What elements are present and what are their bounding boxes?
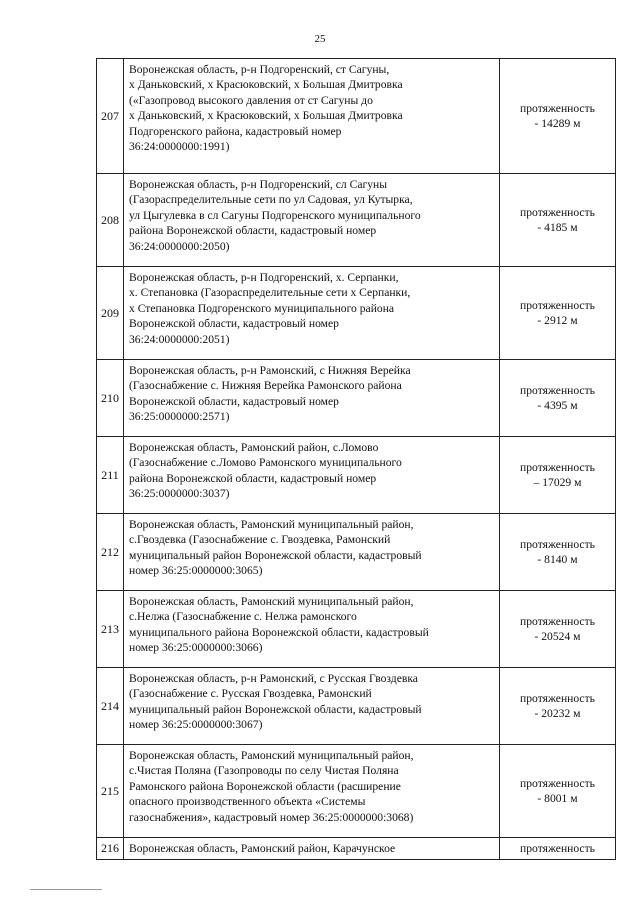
description-line: муниципальный район Воронежской области, кадастровый bbox=[129, 548, 422, 562]
object-description bbox=[124, 745, 500, 838]
description-line: номер 36:25:0000000:3067) bbox=[129, 718, 263, 732]
length-label: протяженность bbox=[520, 101, 595, 115]
object-length bbox=[500, 174, 616, 267]
object-length bbox=[500, 838, 616, 860]
row-number: 209 bbox=[97, 267, 124, 360]
description-line: ул Цыгулевка в сл Сагуны Подгоренского муниципального bbox=[129, 208, 421, 222]
length-value: - 20232 м bbox=[534, 707, 581, 720]
description-line: (Газоснабжение с. Русская Гвоздевка, Рамонский bbox=[129, 687, 372, 701]
description-line: Воронежская область, р-н Рамонский, с Русская Гвоздевка bbox=[129, 672, 418, 685]
description-line: х Даньковский, х Красюковский, х Большая Дмитровка bbox=[129, 109, 403, 123]
description-line: Рамонского района Воронежской области (расширение bbox=[129, 779, 401, 793]
description-line: 36:24:0000000:1991) bbox=[129, 140, 230, 154]
row-number: 212 bbox=[97, 514, 124, 591]
row-number: 208 bbox=[97, 174, 124, 267]
table-row bbox=[97, 437, 616, 514]
table-row bbox=[97, 59, 616, 174]
object-length bbox=[500, 668, 616, 745]
row-number: 207 bbox=[97, 59, 124, 174]
description-line: Воронежской области, кадастровый номер bbox=[129, 394, 339, 408]
length-value: - 14289 м bbox=[534, 117, 581, 130]
registry-body bbox=[97, 59, 616, 860]
description-line: Воронежская область, р-н Подгоренский, сл Сагуны bbox=[129, 178, 388, 191]
object-length bbox=[500, 360, 616, 437]
object-length bbox=[500, 591, 616, 668]
description-line: 36:25:0000000:3037) bbox=[129, 487, 230, 501]
object-description bbox=[124, 360, 500, 437]
description-line: Воронежская область, Рамонский муниципальный район, bbox=[129, 595, 414, 608]
description-line: Воронежская область, р-н Подгоренский, ст Сагуны, bbox=[129, 63, 390, 76]
length-label: протяженность bbox=[520, 842, 595, 855]
description-line: х. Степановка (Газораспределительные сети х Серпанки, bbox=[129, 286, 411, 300]
description-line: муниципального района Воронежской области, кадастровый bbox=[129, 625, 429, 639]
description-line: (Газоснабжение с. Нижняя Верейка Рамонского района bbox=[129, 379, 402, 393]
description-line: номер 36:25:0000000:3065) bbox=[129, 564, 263, 578]
length-value: - 8140 м bbox=[537, 553, 578, 566]
description-line: (Газоснабжение с.Ломово Рамонского муниципального bbox=[129, 456, 402, 470]
description-line: Воронежская область, р-н Рамонский, с Нижняя Верейка bbox=[129, 364, 411, 377]
description-line: района Воронежской области, кадастровый номер bbox=[129, 471, 377, 485]
description-line: номер 36:25:0000000:3066) bbox=[129, 641, 263, 655]
object-description bbox=[124, 437, 500, 514]
description-line: с.Гвоздевка (Газоснабжение с. Гвоздевка, Рамонский bbox=[129, 533, 391, 547]
object-length bbox=[500, 267, 616, 360]
row-number: 215 bbox=[97, 745, 124, 838]
row-number: 210 bbox=[97, 360, 124, 437]
length-label: протяженность bbox=[520, 614, 595, 628]
description-line: х Даньковский, х Красюковский, х Большая Дмитровка bbox=[129, 78, 403, 92]
table-row bbox=[97, 668, 616, 745]
length-label: протяженность bbox=[520, 691, 595, 705]
table-row bbox=[97, 838, 616, 860]
length-label: протяженность bbox=[520, 537, 595, 551]
registry-table bbox=[96, 58, 616, 860]
table-row bbox=[97, 174, 616, 267]
length-value: - 2912 м bbox=[537, 314, 578, 327]
object-description bbox=[124, 59, 500, 174]
row-number: 211 bbox=[97, 437, 124, 514]
description-line: Воронежская область, Рамонский район, Карачунское bbox=[129, 842, 396, 855]
table-row bbox=[97, 514, 616, 591]
row-number: 213 bbox=[97, 591, 124, 668]
footnote-rule bbox=[30, 889, 102, 890]
description-line: Воронежская область, Рамонский район, с.Ломово bbox=[129, 441, 379, 454]
description-line: 36:24:0000000:2051) bbox=[129, 332, 230, 346]
table-row bbox=[97, 591, 616, 668]
table-row bbox=[97, 360, 616, 437]
object-length bbox=[500, 59, 616, 174]
description-line: муниципальный район Воронежской области, кадастровый bbox=[129, 702, 422, 716]
length-label: протяженность bbox=[520, 776, 595, 790]
length-value: - 4395 м bbox=[537, 399, 578, 412]
object-description bbox=[124, 267, 500, 360]
length-label: протяженность bbox=[520, 205, 595, 219]
description-line: Подгоренского района, кадастровый номер bbox=[129, 124, 342, 138]
description-line: с.Нелжа (Газоснабжение с. Нелжа рамонского bbox=[129, 610, 357, 624]
row-number: 216 bbox=[97, 838, 124, 860]
description-line: 36:24:0000000:2050) bbox=[129, 239, 230, 253]
length-value: - 4185 м bbox=[537, 221, 578, 234]
length-value: - 20524 м bbox=[534, 630, 581, 643]
description-line: («Газопровод высокого давления от ст Сагуны до bbox=[129, 93, 373, 107]
object-description bbox=[124, 514, 500, 591]
description-line: газоснабжения», кадастровый номер 36:25:0000000:3068) bbox=[129, 810, 414, 824]
description-line: х Степановка Подгоренского муниципального района bbox=[129, 301, 395, 315]
row-number: 214 bbox=[97, 668, 124, 745]
description-line: Воронежская область, Рамонский муниципальный район, bbox=[129, 518, 414, 531]
description-line: Воронежской области, кадастровый номер bbox=[129, 317, 339, 331]
object-length bbox=[500, 745, 616, 838]
description-line: Воронежская область, р-н Подгоренский, х. Серпанки, bbox=[129, 271, 399, 284]
length-label: протяженность bbox=[520, 460, 595, 474]
object-description bbox=[124, 174, 500, 267]
object-length bbox=[500, 514, 616, 591]
description-line: Воронежская область, Рамонский муниципальный район, bbox=[129, 749, 414, 762]
page-number: 25 bbox=[314, 33, 326, 45]
description-line: с.Чистая Поляна (Газопроводы по селу Чистая Поляна bbox=[129, 764, 399, 778]
object-length bbox=[500, 437, 616, 514]
description-line: района Воронежской области, кадастровый номер bbox=[129, 224, 377, 238]
length-label: протяженность bbox=[520, 298, 595, 312]
table-row bbox=[97, 267, 616, 360]
table-row bbox=[97, 745, 616, 838]
description-line: (Газораспределительные сети по ул Садовая, ул Кутырка, bbox=[129, 193, 413, 207]
length-label: протяженность bbox=[520, 383, 595, 397]
object-description bbox=[124, 591, 500, 668]
description-line: опасного производственного объекта «Системы bbox=[129, 795, 366, 809]
object-description bbox=[124, 838, 500, 860]
length-value: – 17029 м bbox=[533, 476, 582, 489]
object-description bbox=[124, 668, 500, 745]
description-line: 36:25:0000000:2571) bbox=[129, 410, 230, 424]
length-value: - 8001 м bbox=[537, 792, 578, 805]
